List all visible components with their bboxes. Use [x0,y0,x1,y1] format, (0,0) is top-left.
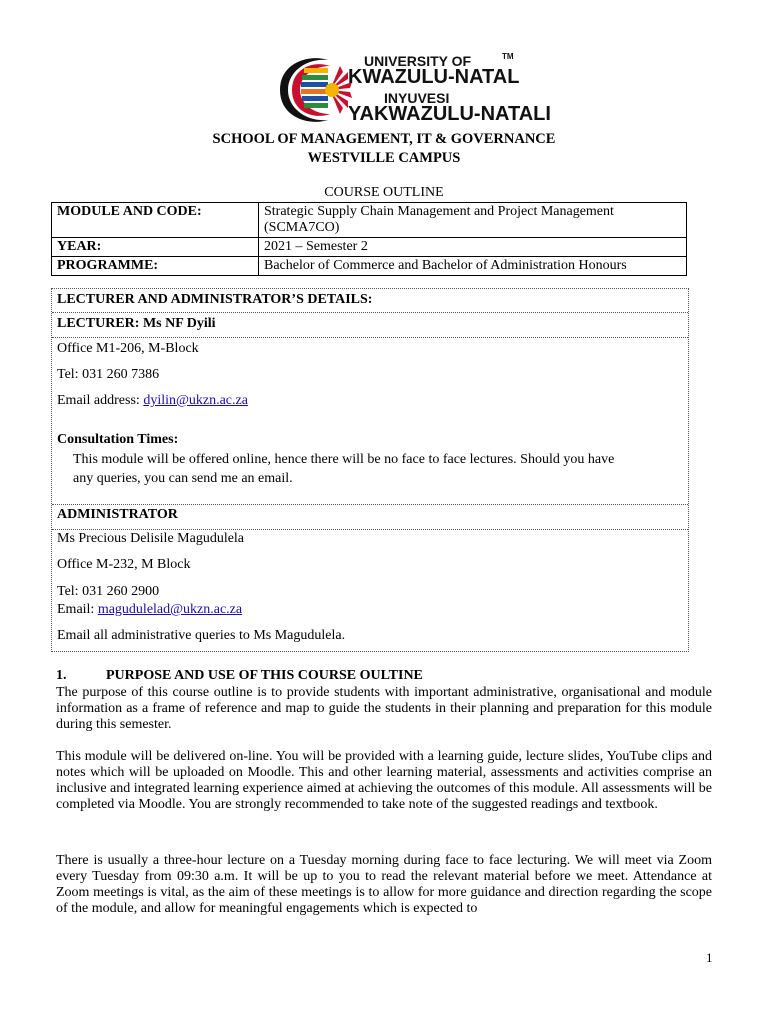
programme-label: PROGRAMME: [52,257,259,276]
administrator-office: Office M-232, M Block [57,557,191,572]
table-row [52,238,687,257]
page-number: 1 [706,950,713,965]
consultation-line-2: any queries, you can send me an email. [73,471,293,486]
paragraph-delivery: This module will be delivered on-line. You will be provided with a learning guide, lecture slides, YouTube clips and notes which will be uploaded on Moodle. This and other learning material, assessments and activities comprise an inclusive and integrated learning experience aimed at achieving the outcomes of this module. All assessments will be completed via Moodle. You are strongly recommended to take note of the suggested readings and textbook. [56,749,712,812]
school-header [0,130,768,168]
table-row [52,203,687,238]
lecturer-heading: LECTURER: Ms NF Dyili [57,316,216,331]
campus-name: WESTVILLE CAMPUS [307,150,461,166]
school-name: SCHOOL OF MANAGEMENT, IT & GOVERNANCE [212,131,556,147]
logo-line-university-of: UNIVERSITY OF [364,53,472,69]
lecturer-email-label: Email address: [57,393,144,408]
consultation-line-1: This module will be offered online, hence there will be no face to face lectures. Should you have [73,452,615,467]
lecturer-administrator-details-box [51,288,689,652]
divider [52,504,688,505]
university-logo-text [342,50,551,130]
consultation-heading: Consultation Times: [57,432,179,447]
year-value: 2021 – Semester 2 [259,238,687,257]
logo-line-kwazulu-natal: KWAZULU-NATAL [348,66,520,88]
course-outline-title: COURSE OUTLINE [324,185,444,200]
administrator-note: Email all administrative queries to Ms Magudulela. [57,628,346,643]
details-heading: LECTURER AND ADMINISTRATOR’S DETAILS: [57,292,373,307]
module-code-label: MODULE AND CODE: [52,203,259,238]
administrator-email-label: Email: [57,602,98,617]
section-1-heading [56,668,423,684]
logo-line-inyuvesi: INYUVESI [384,90,450,106]
section-title: PURPOSE AND USE OF THIS COURSE OULTINE [106,668,423,683]
divider [52,337,688,338]
administrator-heading: ADMINISTRATOR [57,507,178,522]
logo-line-yakwazulu-natali: YAKWAZULU-NATALI [348,103,551,125]
lecturer-email-link[interactable]: dyilin@ukzn.ac.za [143,393,248,408]
table-row [52,257,687,276]
paragraph-purpose: The purpose of this course outline is to provide students with important administrative, organisational and module information as a frame of reference and map to guide the students in their planning and preparation for this module during this semester. [56,685,712,732]
paragraph-lectures: There is usually a three-hour lecture on a Tuesday morning during face to face lecturing. We will meet via Zoom every Tuesday from 09:30 a.m. It will be up to you to read the relevant material before we meet. Attendance at Zoom meetings is vital, as the aim of these meetings is to allow for more guidance and direction regarding the scope of the module, and allow for meaningful engagements which is expected to [56,853,712,916]
administrator-name: Ms Precious Delisile Magudulela [57,531,245,546]
lecturer-email-line [57,393,248,409]
programme-value: Bachelor of Commerce and Bachelor of Administration Honours [259,257,687,276]
lecturer-tel: Tel: 031 260 7386 [57,367,160,382]
divider [52,529,688,530]
year-label: YEAR: [52,238,259,257]
administrator-email-link[interactable]: magudulelad@ukzn.ac.za [97,602,243,617]
divider [52,312,688,313]
module-code-value: Strategic Supply Chain Management and Project Management (SCMA7CO) [259,203,687,238]
administrator-tel: Tel: 031 260 2900 [57,584,160,599]
lecturer-office: Office M1-206, M-Block [57,341,199,356]
administrator-email-line [57,602,242,618]
section-number: 1. [56,668,67,683]
trademark-mark: TM [502,52,514,61]
module-info-table [51,202,687,276]
